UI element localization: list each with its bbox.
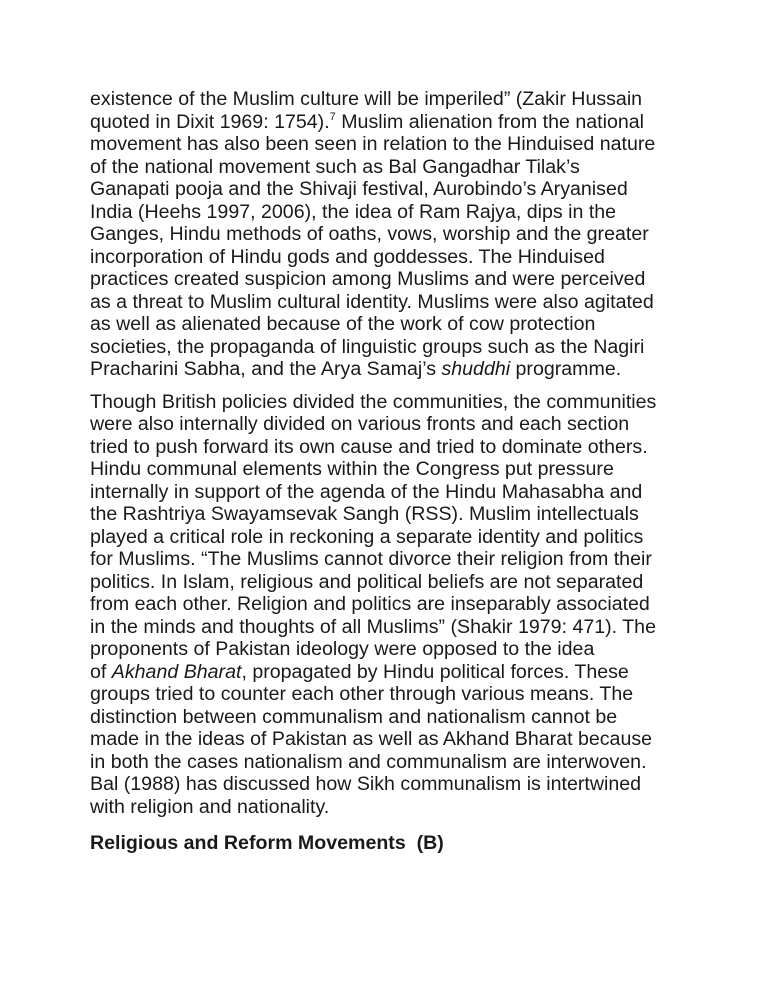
document-page xyxy=(90,88,680,855)
text-fragment: quoted in Dixit 1969: 1754). xyxy=(90,110,330,133)
text-line: distinction between communalism and nationalism cannot be xyxy=(90,705,618,728)
text-line: with religion and nationality. xyxy=(90,795,330,818)
paragraph-1 xyxy=(90,88,680,381)
text-line: practices created suspicion among Muslims and were perceived xyxy=(90,268,646,290)
text-line xyxy=(90,111,680,134)
text-line: movement has also been seen in relation to the Hinduised nature xyxy=(90,133,656,155)
text-fragment: Pracharini Sabha, and the Arya Samaj’s xyxy=(90,358,442,380)
text-line: Ganges, Hindu methods of oaths, vows, worship and the greater xyxy=(90,223,649,245)
text-line: the Rashtriya Swayamsevak Sangh (RSS). Muslim intellectuals xyxy=(90,503,639,525)
text-line: Bal (1988) has discussed how Sikh communalism is intertwined xyxy=(90,773,642,795)
text-line: India (Heehs 1997, 2006), the idea of Ram Rajya, dips in the xyxy=(90,200,617,223)
text-line: played a critical role in reckoning a separate identity and politics xyxy=(90,525,644,548)
section-heading: Religious and Reform Movements (B) xyxy=(90,832,444,854)
text-fragment: of xyxy=(90,660,112,683)
footnote-ref[interactable]: 7 xyxy=(329,110,336,123)
text-line xyxy=(90,358,680,381)
text-fragment: programme. xyxy=(510,358,622,380)
text-line: politics. In Islam, religious and political beliefs are not separated xyxy=(90,570,644,593)
text-line xyxy=(90,661,680,684)
text-line: made in the ideas of Pakistan as well as Akhand Bharat because xyxy=(90,728,653,750)
text-line: groups tried to counter each other through various means. The xyxy=(90,683,634,705)
text-line: in the minds and thoughts of all Muslims” (Shakir 1979: 471). The xyxy=(90,615,656,638)
text-line: in both the cases nationalism and communalism are interwoven. xyxy=(90,750,647,773)
paragraph-2 xyxy=(90,391,680,819)
text-line: societies, the propaganda of linguistic groups such as the Nagiri xyxy=(90,335,645,358)
text-line: for Muslims. “The Muslims cannot divorce their religion from their xyxy=(90,548,652,570)
text-line: were also internally divided on various fronts and each section xyxy=(90,413,630,435)
text-line: tried to push forward its own cause and tried to dominate others. xyxy=(90,435,648,458)
text-line: Though British policies divided the communities, the communities xyxy=(90,390,657,413)
text-line: incorporation of Hindu gods and goddesses. The Hinduised xyxy=(90,245,605,268)
text-line: internally in support of the agenda of the Hindu Mahasabha and xyxy=(90,480,643,503)
text-line: Hindu communal elements within the Congress put pressure xyxy=(90,458,614,480)
text-line: as well as alienated because of the work of cow protection xyxy=(90,313,596,335)
text-fragment: , propagated by Hindu political forces. These xyxy=(241,660,629,683)
italic-term: Akhand Bharat xyxy=(111,660,242,683)
text-line: Ganapati pooja and the Shivaji festival, Aurobindo’s Aryanised xyxy=(90,178,628,200)
text-line: of the national movement such as Bal Gangadhar Tilak’s xyxy=(90,155,580,178)
text-line: from each other. Religion and politics are inseparably associated xyxy=(90,593,650,615)
text-line: proponents of Pakistan ideology were opposed to the idea xyxy=(90,638,595,660)
text-line: existence of the Muslim culture will be imperiled” (Zakir Hussain xyxy=(90,88,643,110)
italic-term: shuddhi xyxy=(441,358,511,380)
text-line: as a threat to Muslim cultural identity. Muslims were also agitated xyxy=(90,290,654,313)
text-fragment: Muslim alienation from the national xyxy=(335,110,644,133)
